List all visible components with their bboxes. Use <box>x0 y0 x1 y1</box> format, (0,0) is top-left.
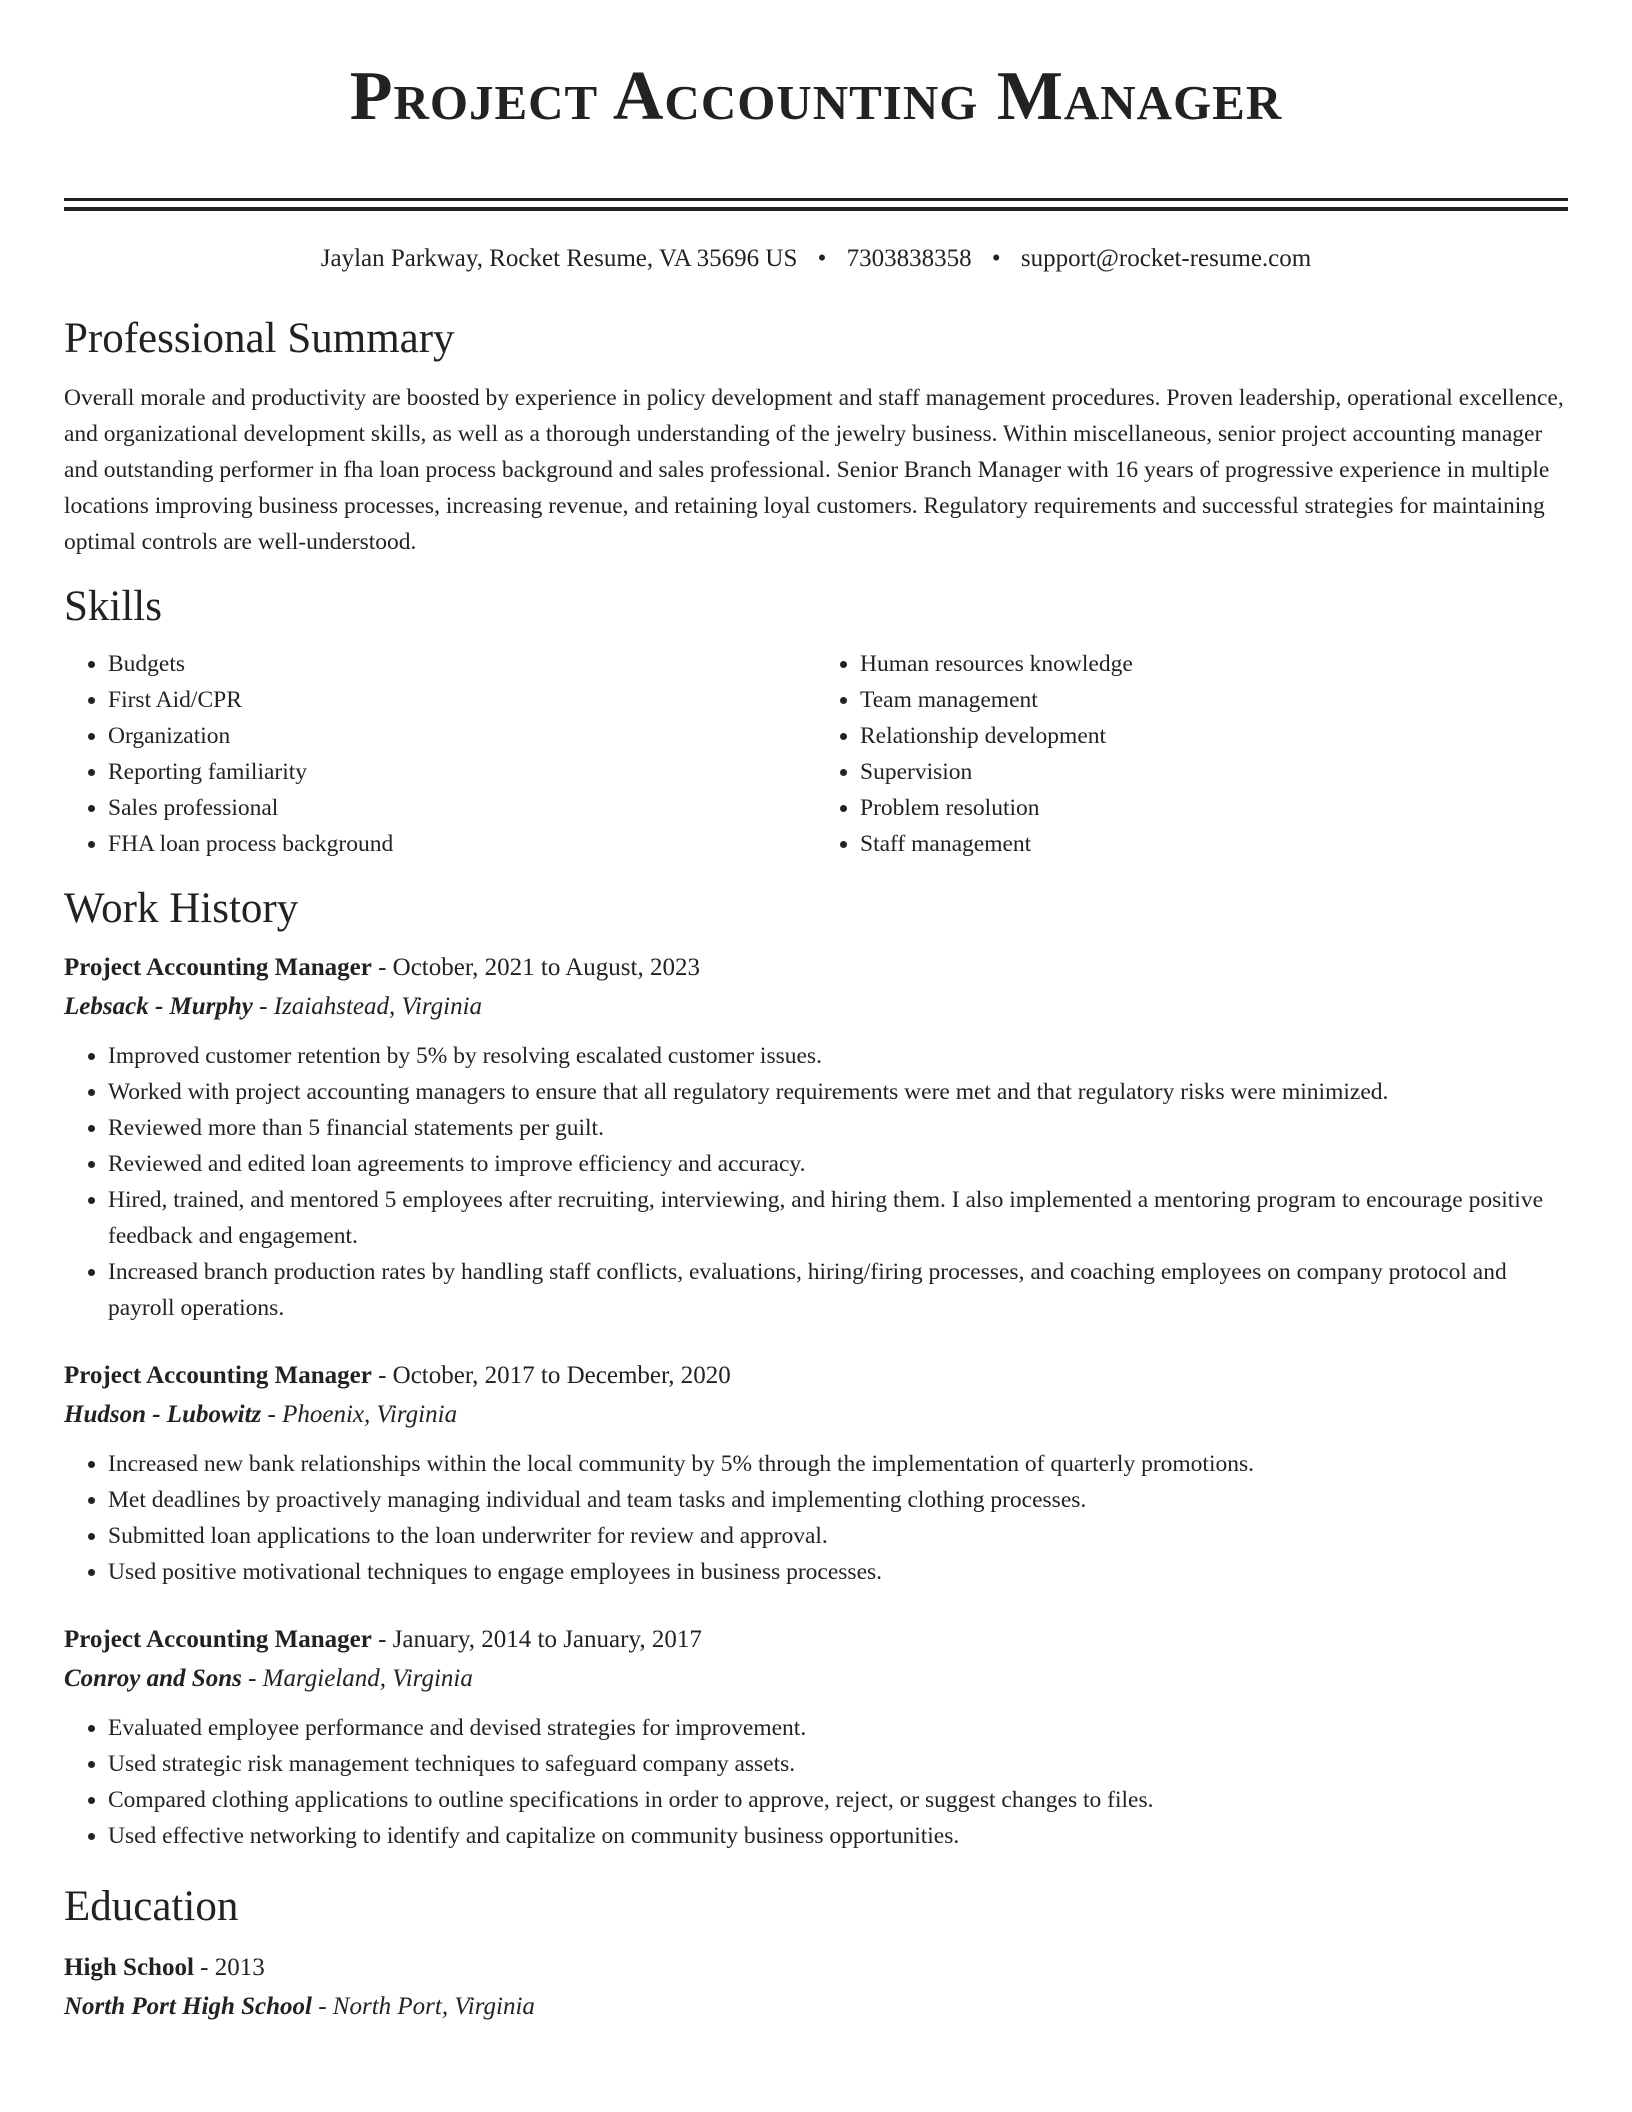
skill-item: • Reporting familiarity <box>108 754 816 790</box>
skills-list <box>64 646 1568 862</box>
skill-item: • Staff management <box>860 826 1568 862</box>
skills-column-right <box>816 646 1568 862</box>
job-header <box>64 1356 1568 1396</box>
title-rule-bottom <box>64 207 1568 211</box>
duty-item: • Improved customer retention by 5% by resolving escalated customer issues. <box>108 1038 1568 1074</box>
skill-item: • Problem resolution <box>860 790 1568 826</box>
duty-item: • Used effective networking to identify and capitalize on community business opportunities. <box>108 1818 1568 1854</box>
contact-separator: • <box>991 245 1001 272</box>
duty-item: • Worked with project accounting managers to ensure that all regulatory requirements were met and that regulatory risks were minimized. <box>108 1074 1568 1110</box>
education-school-line <box>64 1988 1568 2026</box>
duty-item: • Used positive motivational techniques to engage employees in business processes. <box>108 1554 1568 1590</box>
skill-item: • Sales professional <box>108 790 816 826</box>
job-employer <box>64 1660 1568 1698</box>
summary-heading: Professional Summary <box>64 315 455 362</box>
job-duties <box>64 1038 1568 1326</box>
contact-email: support@rocket-resume.com <box>1020 245 1312 272</box>
education-heading: Education <box>64 1883 239 1930</box>
education-location: - North Port, Virginia <box>311 1993 535 2020</box>
skill-item: • Budgets <box>108 646 816 682</box>
duty-item: • Evaluated employee performance and devised strategies for improvement. <box>108 1710 1568 1746</box>
contact-phone: 7303838358 <box>846 245 972 272</box>
education-entry <box>64 1948 1568 2026</box>
job-header <box>64 948 1568 988</box>
job-dates: - October, 2021 to August, 2023 <box>371 954 700 981</box>
job-company: Conroy and Sons <box>64 1665 242 1692</box>
skill-item: • First Aid/CPR <box>108 682 816 718</box>
summary-text: Overall morale and productivity are boosted by experience in policy development and staff management procedures. Proven leadership, operational excellence, and organizational development skills, as well as a thorough understanding of the jewelry business. Within miscellaneous, senior project accounting manager and outstanding performer in fha loan process background and sales professional. Senior Branch Manager with 16 years of progressive experience in multiple locations improving business processes, increasing revenue, and retaining loyal customers. Regulatory requirements and successful strategies for maintaining optimal controls are well-understood. <box>64 385 1564 555</box>
job-employer <box>64 1396 1568 1434</box>
skills-heading: Skills <box>64 583 162 630</box>
education-degree: High School <box>64 1954 194 1981</box>
skill-item: • Human resources knowledge <box>860 646 1568 682</box>
job-location: - Izaiahstead, Virginia <box>252 993 483 1020</box>
job-employer <box>64 988 1568 1026</box>
duty-item: • Reviewed more than 5 financial statements per guilt. <box>108 1110 1568 1146</box>
duty-item: • Compared clothing applications to outline specifications in order to approve, reject, or suggest changes to files. <box>108 1782 1568 1818</box>
resume-title: Project Accounting Manager <box>349 58 1283 135</box>
job-role: Project Accounting Manager <box>64 1362 372 1389</box>
duty-item: • Used strategic risk management techniques to safeguard company assets. <box>108 1746 1568 1782</box>
work-history-heading: Work History <box>64 885 299 932</box>
contact-address: Jaylan Parkway, Rocket Resume, VA 35696 US <box>320 245 798 272</box>
job-location: - Margieland, Virginia <box>241 1665 473 1692</box>
skills-column-left <box>64 646 816 862</box>
job-role: Project Accounting Manager <box>64 954 372 981</box>
job-dates: - January, 2014 to January, 2017 <box>371 1626 702 1653</box>
skill-item: • FHA loan process background <box>108 826 816 862</box>
contact-separator: • <box>817 245 827 272</box>
job-role: Project Accounting Manager <box>64 1626 372 1653</box>
duty-item: • Submitted loan applications to the loan underwriter for review and approval. <box>108 1518 1568 1554</box>
job-duties <box>64 1446 1568 1590</box>
job-duties <box>64 1710 1568 1854</box>
job-entry <box>64 1620 1568 1854</box>
duty-item: • Hired, trained, and mentored 5 employees after recruiting, interviewing, and hiring them. I also implemented a mentoring program to encourage positive feedback and engagement. <box>108 1182 1568 1254</box>
job-dates: - October, 2017 to December, 2020 <box>371 1362 731 1389</box>
job-company: Lebsack - Murphy <box>64 993 253 1020</box>
title-rule-top <box>64 198 1568 201</box>
job-entry <box>64 948 1568 1326</box>
skill-item: • Team management <box>860 682 1568 718</box>
skill-item: • Organization <box>108 718 816 754</box>
skill-item: • Supervision <box>860 754 1568 790</box>
duty-item: • Increased new bank relationships within the local community by 5% through the implementation of quarterly promotions. <box>108 1446 1568 1482</box>
education-header <box>64 1948 1568 1988</box>
duty-item: • Increased branch production rates by handling staff conflicts, evaluations, hiring/firing processes, and coaching employees on company protocol and payroll operations. <box>108 1254 1568 1326</box>
education-school: North Port High School <box>64 1993 312 2020</box>
job-location: - Phoenix, Virginia <box>261 1401 458 1428</box>
skill-item: • Relationship development <box>860 718 1568 754</box>
job-entry <box>64 1356 1568 1590</box>
job-company: Hudson - Lubowitz <box>64 1401 262 1428</box>
education-year: - 2013 <box>193 1954 265 1981</box>
duty-item: • Met deadlines by proactively managing individual and team tasks and implementing clothing processes. <box>108 1482 1568 1518</box>
contact-line <box>64 244 1568 274</box>
duty-item: • Reviewed and edited loan agreements to improve efficiency and accuracy. <box>108 1146 1568 1182</box>
job-header <box>64 1620 1568 1660</box>
